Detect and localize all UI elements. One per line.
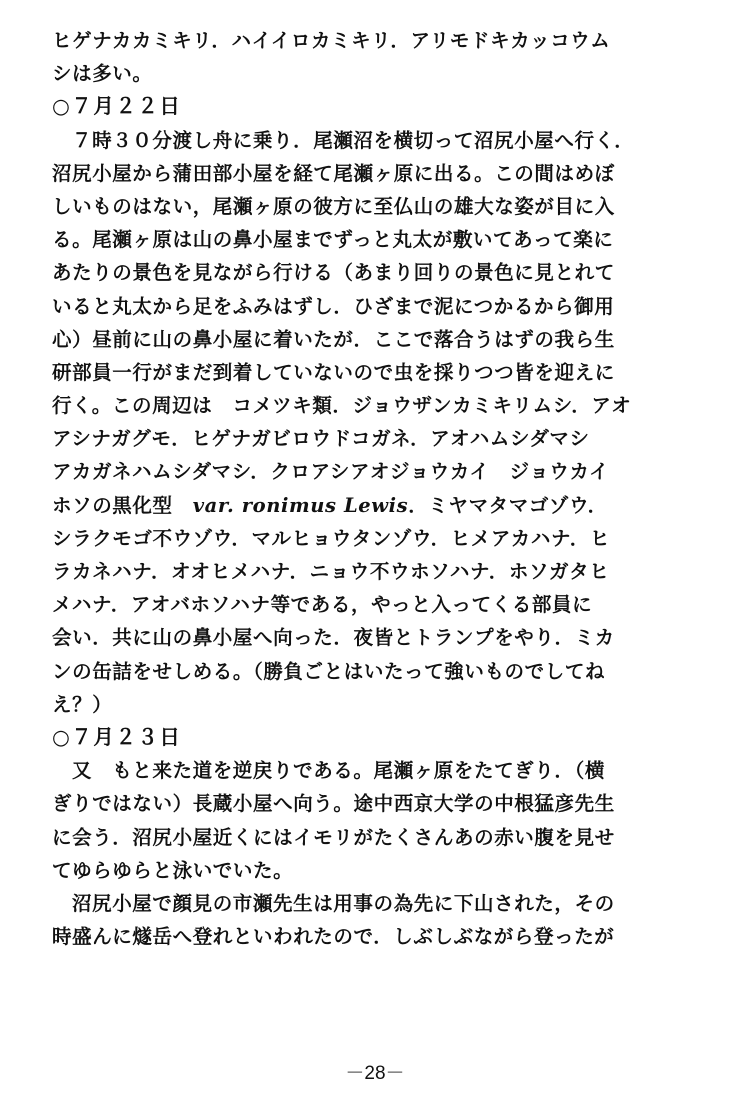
scientific-name: var. ronimus Lewis bbox=[192, 493, 409, 517]
text-line: る。尾瀬ヶ原は山の鼻小屋までずっと丸太が敷いてあって楽に bbox=[52, 228, 614, 252]
text-line: 心）昼前に山の鼻小屋に着いたが．ここで落合うはずの我ら生 bbox=[52, 327, 615, 351]
text-line: てゆらゆらと泳いでいた。 bbox=[52, 858, 294, 882]
text-line-with-scientific-name bbox=[52, 489, 720, 522]
body-text bbox=[52, 24, 720, 953]
text-line: いると丸太から足をふみはずし．ひざまで泥につかるから御用 bbox=[52, 294, 615, 318]
text-line: ヒゲナカカミキリ．ハイイロカミキリ．アリモドキカッコウム bbox=[52, 29, 611, 52]
text-line: 沼尻小屋から蒲田部小屋を経て尾瀬ヶ原に出る。この間はめぼ bbox=[52, 161, 615, 185]
text-line: シラクモゴ不ウゾウ．マルヒョウタンゾウ．ヒメアカハナ．ヒ bbox=[52, 526, 610, 550]
text-line: ぎりではない）長蔵小屋へ向う。途中西京大学の中根猛彦先生 bbox=[52, 792, 615, 816]
line-suffix: ．ミヤマタマゴゾウ． bbox=[408, 493, 608, 517]
text-line: 沼尻小屋で顔見の市瀬先生は用事の為先に下山された，その bbox=[72, 891, 615, 915]
text-line: アシナガグモ．ヒゲナガビロウドコガネ．アオハムシダマシ bbox=[52, 427, 590, 451]
text-line: メハナ．アオバホソハナ等である，やっと入ってくる部員に bbox=[52, 593, 593, 617]
text-line: 会い．共に山の鼻小屋へ向った．夜皆とトランプをやり．ミカ bbox=[52, 626, 615, 650]
text-line: しいものはない，尾瀬ヶ原の彼方に至仏山の雄大な姿が目に入 bbox=[52, 194, 615, 218]
text-line: アカガネハムシダマシ．クロアシアオジョウカイ ジョウカイ bbox=[52, 460, 610, 484]
text-line: あたりの景色を見ながら行ける（あまり回りの景色に見とれて bbox=[52, 261, 615, 285]
text-line: ラカネハナ．オオヒメハナ．ニョウ不ウホソハナ．ホソガタヒ bbox=[52, 560, 610, 583]
text-line: シは多い。 bbox=[52, 62, 153, 86]
page-number: －28－ bbox=[345, 1063, 405, 1084]
text-line: 行く。この周辺は コメツキ類．ジョウザンカミキリムシ．アオ bbox=[52, 394, 632, 418]
text-line: 研部員一行がまだ到着していないので虫を採りつつ皆を迎えに bbox=[52, 360, 615, 384]
text-line: 又 もと来た道を逆戻りである。尾瀬ヶ原をたてぎり．（横 bbox=[72, 759, 605, 783]
date-heading: ○７月２２日 bbox=[52, 94, 182, 119]
text-line: ７時３０分渡し舟に乗り．尾瀬沼を横切って沼尻小屋へ行く． bbox=[72, 128, 635, 152]
text-line: え？） bbox=[52, 692, 113, 716]
line-prefix: ホソの黒化型 bbox=[52, 493, 193, 517]
text-line: 時盛んに燧岳へ登れといわれたので．しぶしぶながら登ったが bbox=[52, 925, 615, 949]
text-line: ンの缶詰をせしめる。（勝負ごとはいたって強いものでしてね bbox=[52, 659, 606, 683]
date-heading: ○７月２３日 bbox=[52, 724, 182, 749]
text-line: に会う．沼尻小屋近くにはイモリがたくさんあの赤い腹を見せ bbox=[52, 825, 615, 849]
